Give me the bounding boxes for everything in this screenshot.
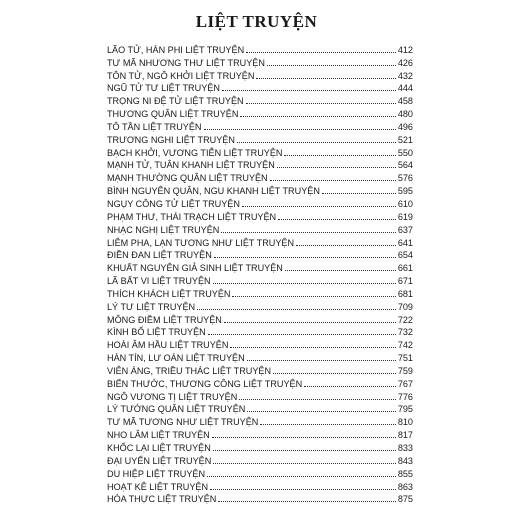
toc-entry-page-number: 595 — [397, 186, 413, 197]
toc-entry — [107, 402, 413, 415]
toc-entry-label: ĐẠI UYỂN LIỆT TRUYỆN — [107, 455, 212, 466]
toc-entry — [107, 312, 413, 325]
toc-entry — [107, 414, 413, 427]
toc-entry — [107, 466, 413, 479]
dot-leader — [214, 257, 396, 258]
dot-leader — [270, 180, 396, 181]
toc-entry-page-number: 732 — [397, 327, 413, 338]
toc-entry — [107, 209, 413, 222]
dot-leader — [213, 450, 396, 451]
toc-entry-page-number: 833 — [397, 443, 413, 453]
toc-entry — [107, 325, 413, 338]
toc-entry-label: LIÊM PHA, LẠN TƯƠNG NHƯ LIỆT TRUYỆN — [107, 237, 295, 248]
toc-entry-page-number: 810 — [397, 417, 413, 428]
toc-entry-page-number: 641 — [397, 237, 413, 248]
dot-leader — [207, 476, 396, 477]
toc-entry — [107, 350, 413, 363]
dot-leader — [240, 116, 395, 117]
toc-entry-label: MẠNH THƯỜNG QUÂN LIỆT TRUYỆN — [107, 173, 268, 184]
toc-entry-page-number: 776 — [397, 391, 413, 402]
toc-entry-page-number: 709 — [397, 301, 413, 312]
toc-entry — [107, 170, 413, 183]
toc-entry-page-number: 412 — [397, 44, 413, 55]
dot-leader — [285, 270, 396, 271]
toc-entry-label: KHUẤT NGUYÊN GIẢ SINH LIỆT TRUYỆN — [107, 263, 283, 274]
toc-entry — [107, 389, 413, 402]
dot-leader — [247, 360, 396, 361]
toc-entry-label: VIÊN ÁNG, TRIỀU THÁC LIỆT TRUYỆN — [107, 365, 272, 376]
dot-leader — [224, 322, 396, 323]
toc-entry-page-number: 875 — [397, 494, 413, 505]
toc-entry — [107, 68, 413, 81]
toc-entry-label: THƯƠNG QUÂN LIỆT TRUYỆN — [107, 109, 239, 120]
toc-entry-page-number: 444 — [397, 83, 413, 94]
toc-entry-page-number: 521 — [397, 134, 413, 145]
toc-entry-label: KÌNH BỐ LIỆT TRUYỆN — [107, 327, 206, 338]
toc-entry — [107, 337, 413, 350]
toc-entry-label: HÀN TÍN, LƯ OÁN LIỆT TRUYỆN — [107, 353, 245, 364]
toc-entry-label: BẠCH KHỞI, VƯƠNG TIỄN LIỆT TRUYỆN — [107, 147, 283, 158]
toc-entry — [107, 479, 413, 492]
toc-entry-label: HÓA THỰC LIỆT TRUYỆN — [107, 494, 217, 505]
toc-entry-page-number: 550 — [397, 147, 413, 158]
toc-entry-label: HOẠT KÊ LIỆT TRUYỆN — [107, 481, 209, 492]
toc-entry-label: TƯ MÃ TƯƠNG NHƯ LIỆT TRUYỆN — [107, 417, 259, 428]
dot-leader — [232, 296, 395, 297]
toc-entry-label: NGỤY CÔNG TỬ LIỆT TRUYỆN — [107, 198, 240, 209]
toc-entry-label: HOÀI ÂM HẦU LIỆT TRUYỆN — [107, 340, 229, 351]
dot-leader — [204, 129, 396, 130]
toc-entry — [107, 273, 413, 286]
page-title: LIỆT TRUYỆN — [195, 12, 318, 31]
toc-entry-label: NHO LÂM LIỆT TRUYỆN — [107, 430, 210, 441]
toc-entry-label: BÌNH NGUYÊN QUÂN, NGU KHANH LIỆT TRUYỆN — [107, 186, 320, 197]
dot-leader — [284, 155, 395, 156]
toc-entry-label: MÔNG ĐIỀM LIỆT TRUYỆN — [107, 314, 222, 325]
toc-entry — [107, 222, 413, 235]
toc-entry-page-number: 817 — [397, 430, 413, 441]
toc-entry-page-number: 480 — [397, 109, 413, 120]
toc-entry — [107, 119, 413, 132]
toc-entry-label: LÝ TƯỚNG QUÂN LIỆT TRUYỆN — [107, 404, 246, 415]
toc-entry-label: PHẠM THƯ, THÁI TRẠCH LIỆT TRUYỆN — [107, 211, 277, 222]
dot-leader — [208, 334, 396, 335]
table-of-contents — [107, 42, 413, 504]
dot-leader — [247, 411, 395, 412]
dot-leader — [273, 373, 396, 374]
dot-leader — [213, 283, 396, 284]
toc-entry-page-number: 654 — [397, 250, 413, 261]
dot-leader — [256, 78, 395, 79]
toc-entry — [107, 492, 413, 505]
toc-entry-label: NGÔ VƯƠNG TỊ LIỆT TRUYỆN — [107, 391, 238, 402]
toc-entry-page-number: 637 — [397, 224, 413, 235]
toc-entry-page-number: 576 — [397, 173, 413, 184]
toc-entry-page-number: 863 — [397, 481, 413, 492]
toc-entry — [107, 286, 413, 299]
toc-entry — [107, 196, 413, 209]
toc-entry-label: THÍCH KHÁCH LIỆT TRUYỆN — [107, 288, 231, 299]
toc-entry-page-number: 759 — [397, 365, 413, 376]
toc-entry-page-number: 681 — [397, 288, 413, 299]
toc-entry-label: TRỌNG NI ĐỆ TỬ LIỆT TRUYỆN — [107, 96, 244, 107]
toc-entry-label: TÔN TỬ, NGÔ KHỞI LIỆT TRUYỆN — [107, 70, 255, 81]
toc-entry — [107, 299, 413, 312]
dot-leader — [260, 424, 395, 425]
toc-entry-page-number: 619 — [397, 211, 413, 222]
toc-entry-label: ĐIỀN ĐAN LIỆT TRUYỆN — [107, 250, 212, 261]
toc-entry-label: NGŨ TỬ TƯ LIỆT TRUYỆN — [107, 83, 220, 94]
dot-leader — [246, 52, 396, 53]
toc-entry-label: TƯ MÃ NHƯƠNG THƯ LIỆT TRUYỆN — [107, 57, 265, 68]
toc-entry — [107, 427, 413, 440]
dot-leader — [242, 206, 396, 207]
toc-entry — [107, 248, 413, 261]
dot-leader — [218, 501, 395, 502]
toc-entry — [107, 235, 413, 248]
dot-leader — [246, 103, 396, 104]
toc-entry-page-number: 751 — [397, 353, 413, 364]
toc-entry — [107, 42, 413, 55]
toc-entry-page-number: 795 — [397, 404, 413, 415]
toc-entry-page-number: 564 — [397, 160, 413, 171]
toc-entry — [107, 453, 413, 466]
toc-entry-label: DU HIỆP LIỆT TRUYỆN — [107, 468, 206, 479]
dot-leader — [197, 309, 396, 310]
dot-leader — [304, 386, 396, 387]
toc-entry-label: LÃO TỬ, HÀN PHI LIỆT TRUYỆN — [107, 44, 245, 55]
toc-entry-page-number: 458 — [397, 96, 413, 107]
toc-entry-label: NHẠC NGHỊ LIỆT TRUYỆN — [107, 224, 220, 235]
toc-entry-page-number: 426 — [397, 57, 413, 68]
dot-leader — [210, 489, 396, 490]
toc-entry-label: MẠNH TỬ, TUÂN KHANH LIỆT TRUYỆN — [107, 160, 275, 171]
toc-entry — [107, 145, 413, 158]
toc-entry — [107, 376, 413, 389]
toc-entry — [107, 81, 413, 94]
toc-entry-page-number: 855 — [397, 468, 413, 479]
toc-entry — [107, 132, 413, 145]
toc-entry-page-number: 671 — [397, 276, 413, 287]
toc-entry — [107, 55, 413, 68]
toc-entry — [107, 158, 413, 171]
dot-leader — [278, 219, 396, 220]
toc-entry-page-number: 496 — [397, 121, 413, 132]
toc-entry-label: TÔ TẦN LIỆT TRUYỆN — [107, 121, 202, 132]
toc-entry — [107, 260, 413, 273]
toc-entry-label: BIỂN THƯỚC, THƯƠNG CÔNG LIỆT TRUYỆN — [107, 378, 303, 389]
dot-leader — [296, 245, 396, 246]
toc-entry-page-number: 843 — [397, 455, 413, 466]
dot-leader — [277, 167, 396, 168]
toc-entry — [107, 183, 413, 196]
dot-leader — [237, 142, 396, 143]
toc-entry — [107, 440, 413, 453]
toc-entry-label: TRƯƠNG NGHI LIỆT TRUYỆN — [107, 134, 235, 145]
toc-entry-page-number: 742 — [397, 340, 413, 351]
toc-entry-label: LÝ TƯ LIỆT TRUYỆN — [107, 301, 196, 312]
toc-entry-label: KHỐC LẠI LIỆT TRUYỆN — [107, 443, 211, 453]
toc-entry — [107, 363, 413, 376]
toc-entry-label: LÃ BẤT VI LIỆT TRUYỆN — [107, 276, 211, 287]
toc-entry-page-number: 722 — [397, 314, 413, 325]
dot-leader — [322, 193, 396, 194]
dot-leader — [267, 65, 396, 66]
toc-entry-page-number: 661 — [397, 263, 413, 274]
dot-leader — [222, 90, 396, 91]
dot-leader — [213, 463, 396, 464]
toc-entry — [107, 106, 413, 119]
toc-entry-page-number: 610 — [397, 198, 413, 209]
dot-leader — [212, 437, 396, 438]
dot-leader — [239, 399, 396, 400]
dot-leader — [230, 347, 395, 348]
toc-entry-page-number: 767 — [397, 378, 413, 389]
toc-entry-page-number: 432 — [397, 70, 413, 81]
dot-leader — [221, 232, 395, 233]
toc-entry — [107, 93, 413, 106]
